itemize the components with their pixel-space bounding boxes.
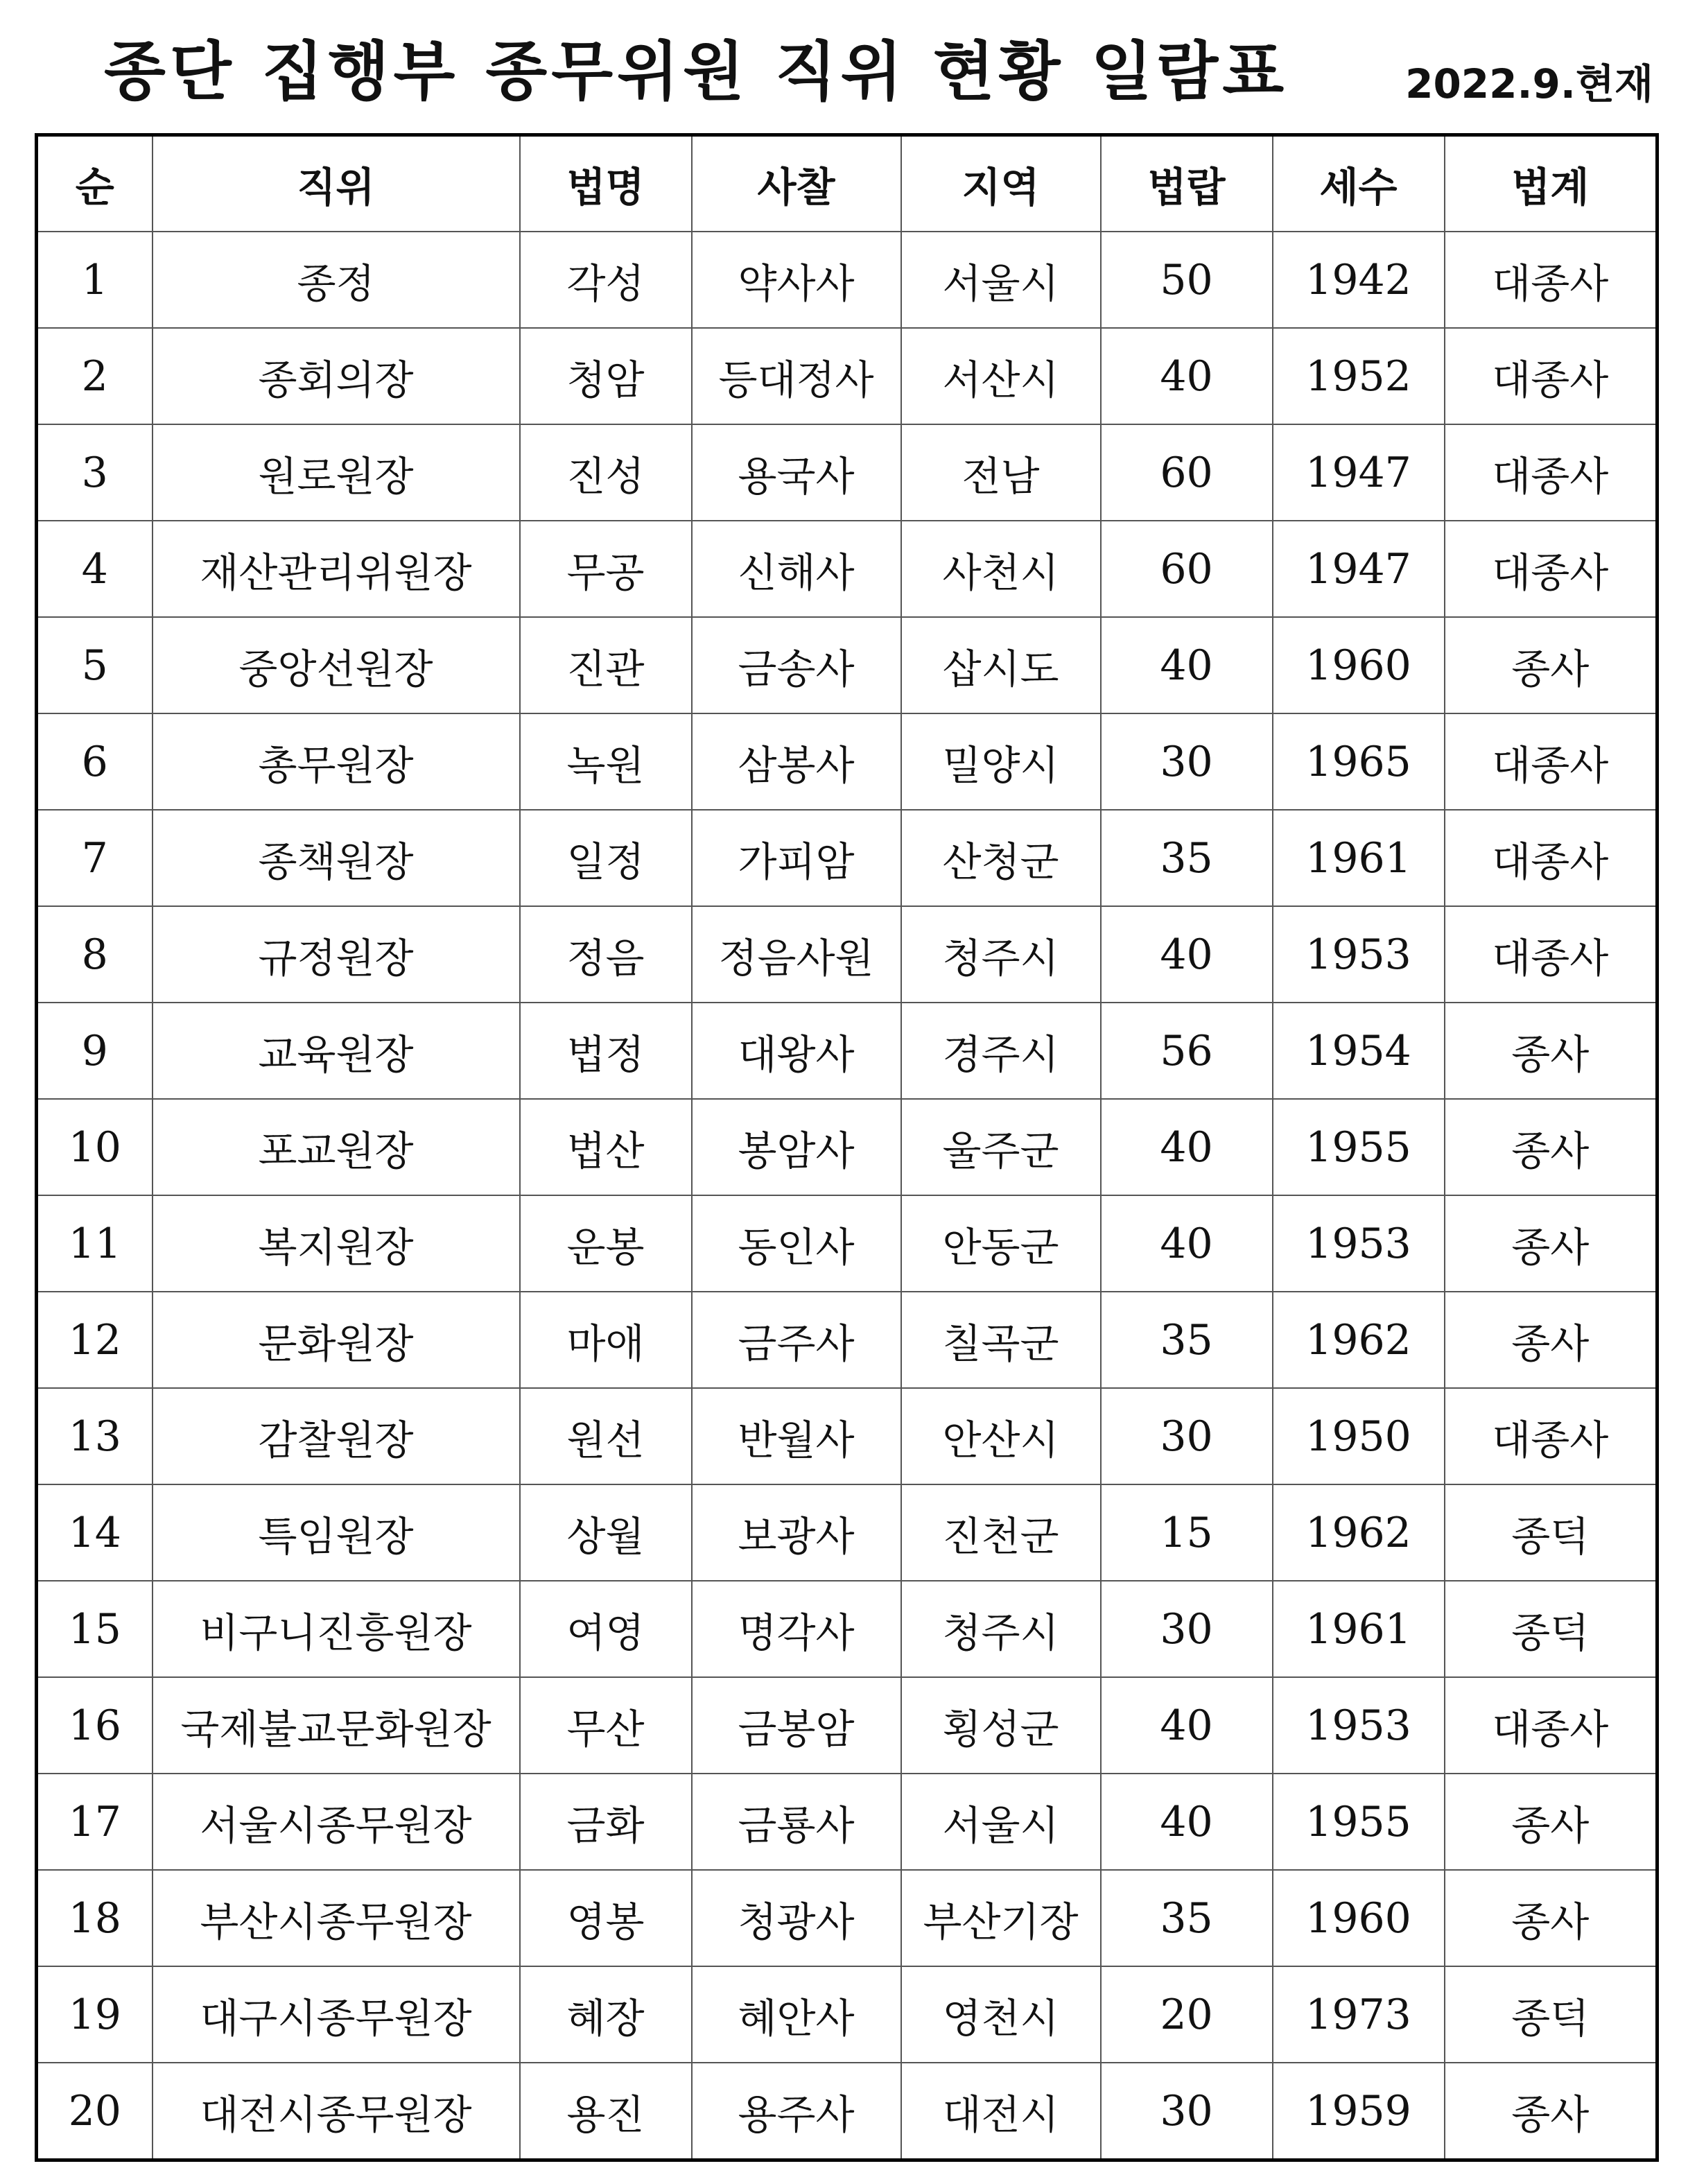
table-row [37,1870,1657,1966]
cell-dharma-name: 각성 [520,232,692,328]
cell-rank: 종사 [1445,2063,1657,2160]
cell-position: 원로원장 [153,424,520,521]
cell-position: 종책원장 [153,810,520,906]
cell-monastic-years: 60 [1101,424,1273,521]
cell-position: 총무원장 [153,713,520,810]
cell-order: 2 [37,328,153,424]
cell-birth-year: 1947 [1273,521,1445,617]
cell-temple: 반월사 [692,1388,901,1484]
cell-region: 전남 [901,424,1101,521]
cell-order: 18 [37,1870,153,1966]
cell-monastic-years: 40 [1101,1677,1273,1774]
cell-region: 영천시 [901,1966,1101,2063]
cell-order: 8 [37,906,153,1003]
cell-region: 청주시 [901,1581,1101,1677]
cell-birth-year: 1953 [1273,1195,1445,1292]
cell-region: 서산시 [901,328,1101,424]
cell-temple: 혜안사 [692,1966,901,2063]
cell-position: 문화원장 [153,1292,520,1388]
cell-monastic-years: 35 [1101,1292,1273,1388]
cell-rank: 종덕 [1445,1966,1657,2063]
cell-monastic-years: 50 [1101,232,1273,328]
cell-monastic-years: 30 [1101,2063,1273,2160]
cell-region: 서울시 [901,1774,1101,1870]
cell-temple: 정음사원 [692,906,901,1003]
as-of-date: 2022.9.현재 [1405,60,1653,107]
cell-region: 서울시 [901,232,1101,328]
cell-birth-year: 1962 [1273,1484,1445,1581]
cell-temple: 명각사 [692,1581,901,1677]
cell-rank: 종사 [1445,1003,1657,1099]
cell-temple: 삼봉사 [692,713,901,810]
table-row [37,521,1657,617]
cell-birth-year: 1950 [1273,1388,1445,1484]
cell-rank: 대종사 [1445,906,1657,1003]
cell-birth-year: 1947 [1273,424,1445,521]
cell-region: 안동군 [901,1195,1101,1292]
cell-order: 7 [37,810,153,906]
cell-rank: 대종사 [1445,424,1657,521]
cell-monastic-years: 30 [1101,1388,1273,1484]
cell-rank: 종사 [1445,1774,1657,1870]
cell-monastic-years: 30 [1101,1581,1273,1677]
page-title: 종단 집행부 종무위원 직위 현황 일람표 [104,35,1289,109]
cell-rank: 대종사 [1445,810,1657,906]
cell-region: 진천군 [901,1484,1101,1581]
cell-birth-year: 1953 [1273,1677,1445,1774]
table-row [37,424,1657,521]
cell-dharma-name: 일정 [520,810,692,906]
cell-dharma-name: 운봉 [520,1195,692,1292]
cell-region: 칠곡군 [901,1292,1101,1388]
cell-rank: 종덕 [1445,1581,1657,1677]
cell-position: 대전시종무원장 [153,2063,520,2160]
cell-region: 밀양시 [901,713,1101,810]
cell-monastic-years: 40 [1101,1195,1273,1292]
cell-rank: 대종사 [1445,1677,1657,1774]
cell-rank: 종사 [1445,1292,1657,1388]
cell-birth-year: 1965 [1273,713,1445,810]
cell-monastic-years: 40 [1101,617,1273,713]
cell-position: 재산관리위원장 [153,521,520,617]
cell-order: 20 [37,2063,153,2160]
cell-rank: 종사 [1445,1195,1657,1292]
header-row [37,135,1657,232]
cell-dharma-name: 정음 [520,906,692,1003]
cell-position: 교육원장 [153,1003,520,1099]
cell-rank: 종덕 [1445,1484,1657,1581]
cell-birth-year: 1952 [1273,328,1445,424]
cell-order: 15 [37,1581,153,1677]
cell-birth-year: 1953 [1273,906,1445,1003]
cell-dharma-name: 금화 [520,1774,692,1870]
table-row [37,232,1657,328]
cell-birth-year: 1962 [1273,1292,1445,1388]
table-row [37,328,1657,424]
cell-birth-year: 1960 [1273,617,1445,713]
cell-position: 비구니진흥원장 [153,1581,520,1677]
table-row [37,2063,1657,2160]
cell-order: 9 [37,1003,153,1099]
cell-temple: 동인사 [692,1195,901,1292]
cell-region: 삽시도 [901,617,1101,713]
header-position: 직위 [153,135,520,232]
cell-rank: 대종사 [1445,232,1657,328]
cell-temple: 용주사 [692,2063,901,2160]
cell-birth-year: 1954 [1273,1003,1445,1099]
cell-temple: 금주사 [692,1292,901,1388]
cell-monastic-years: 60 [1101,521,1273,617]
cell-rank: 대종사 [1445,521,1657,617]
cell-order: 13 [37,1388,153,1484]
cell-dharma-name: 법정 [520,1003,692,1099]
cell-temple: 금룡사 [692,1774,901,1870]
cell-dharma-name: 무산 [520,1677,692,1774]
cell-rank: 대종사 [1445,713,1657,810]
cell-monastic-years: 40 [1101,1099,1273,1195]
cell-position: 중앙선원장 [153,617,520,713]
cell-position: 감찰원장 [153,1388,520,1484]
cell-temple: 보광사 [692,1484,901,1581]
table-row [37,1388,1657,1484]
cell-order: 6 [37,713,153,810]
cell-birth-year: 1961 [1273,810,1445,906]
table-row [37,1292,1657,1388]
cell-order: 4 [37,521,153,617]
cell-order: 17 [37,1774,153,1870]
cell-position: 종정 [153,232,520,328]
table-row [37,1099,1657,1195]
header-order: 순 [37,135,153,232]
cell-monastic-years: 56 [1101,1003,1273,1099]
cell-order: 12 [37,1292,153,1388]
cell-position: 서울시종무원장 [153,1774,520,1870]
cell-temple: 약사사 [692,232,901,328]
cell-monastic-years: 40 [1101,906,1273,1003]
cell-position: 포교원장 [153,1099,520,1195]
header-monastic-years: 법랍 [1101,135,1273,232]
table-row [37,1581,1657,1677]
cell-temple: 금봉암 [692,1677,901,1774]
cell-monastic-years: 40 [1101,328,1273,424]
table-row [37,1195,1657,1292]
roster-table [35,133,1659,2162]
cell-birth-year: 1955 [1273,1099,1445,1195]
cell-region: 안산시 [901,1388,1101,1484]
cell-rank: 대종사 [1445,328,1657,424]
cell-dharma-name: 진관 [520,617,692,713]
cell-region: 청주시 [901,906,1101,1003]
cell-birth-year: 1960 [1273,1870,1445,1966]
table-row [37,1677,1657,1774]
cell-region: 울주군 [901,1099,1101,1195]
cell-temple: 등대정사 [692,328,901,424]
cell-position: 복지원장 [153,1195,520,1292]
cell-dharma-name: 녹원 [520,713,692,810]
cell-monastic-years: 35 [1101,810,1273,906]
cell-order: 19 [37,1966,153,2063]
cell-temple: 대왕사 [692,1003,901,1099]
cell-position: 부산시종무원장 [153,1870,520,1966]
cell-dharma-name: 용진 [520,2063,692,2160]
cell-dharma-name: 마애 [520,1292,692,1388]
table-row [37,906,1657,1003]
cell-rank: 종사 [1445,1870,1657,1966]
cell-dharma-name: 법산 [520,1099,692,1195]
cell-rank: 대종사 [1445,1388,1657,1484]
cell-position: 특임원장 [153,1484,520,1581]
header-temple: 사찰 [692,135,901,232]
table-row [37,810,1657,906]
cell-temple: 신해사 [692,521,901,617]
cell-birth-year: 1961 [1273,1581,1445,1677]
table-row [37,617,1657,713]
cell-region: 산청군 [901,810,1101,906]
cell-dharma-name: 무공 [520,521,692,617]
cell-order: 14 [37,1484,153,1581]
cell-region: 대전시 [901,2063,1101,2160]
cell-monastic-years: 15 [1101,1484,1273,1581]
cell-birth-year: 1973 [1273,1966,1445,2063]
cell-region: 사천시 [901,521,1101,617]
cell-dharma-name: 원선 [520,1388,692,1484]
cell-position: 종회의장 [153,328,520,424]
cell-temple: 봉암사 [692,1099,901,1195]
cell-region: 횡성군 [901,1677,1101,1774]
cell-order: 10 [37,1099,153,1195]
cell-order: 5 [37,617,153,713]
cell-region: 경주시 [901,1003,1101,1099]
cell-position: 대구시종무원장 [153,1966,520,2063]
cell-monastic-years: 20 [1101,1966,1273,2063]
cell-dharma-name: 혜장 [520,1966,692,2063]
header-rank: 법계 [1445,135,1657,232]
cell-order: 3 [37,424,153,521]
table-row [37,1003,1657,1099]
cell-monastic-years: 35 [1101,1870,1273,1966]
cell-dharma-name: 상월 [520,1484,692,1581]
cell-monastic-years: 30 [1101,713,1273,810]
cell-temple: 가피암 [692,810,901,906]
cell-dharma-name: 청암 [520,328,692,424]
header-birth-year: 세수 [1273,135,1445,232]
cell-dharma-name: 영봉 [520,1870,692,1966]
cell-temple: 용국사 [692,424,901,521]
cell-position: 국제불교문화원장 [153,1677,520,1774]
cell-birth-year: 1942 [1273,232,1445,328]
cell-region: 부산기장 [901,1870,1101,1966]
table-row [37,1484,1657,1581]
table-row [37,1966,1657,2063]
cell-position: 규정원장 [153,906,520,1003]
table-row [37,713,1657,810]
cell-rank: 종사 [1445,1099,1657,1195]
cell-dharma-name: 진성 [520,424,692,521]
cell-order: 1 [37,232,153,328]
cell-monastic-years: 40 [1101,1774,1273,1870]
cell-temple: 금송사 [692,617,901,713]
cell-rank: 종사 [1445,617,1657,713]
roster-body [37,232,1657,2160]
cell-birth-year: 1955 [1273,1774,1445,1870]
header-dharma-name: 법명 [520,135,692,232]
table-row [37,1774,1657,1870]
cell-birth-year: 1959 [1273,2063,1445,2160]
cell-order: 11 [37,1195,153,1292]
cell-dharma-name: 여영 [520,1581,692,1677]
cell-temple: 청광사 [692,1870,901,1966]
header-region: 지역 [901,135,1101,232]
cell-order: 16 [37,1677,153,1774]
